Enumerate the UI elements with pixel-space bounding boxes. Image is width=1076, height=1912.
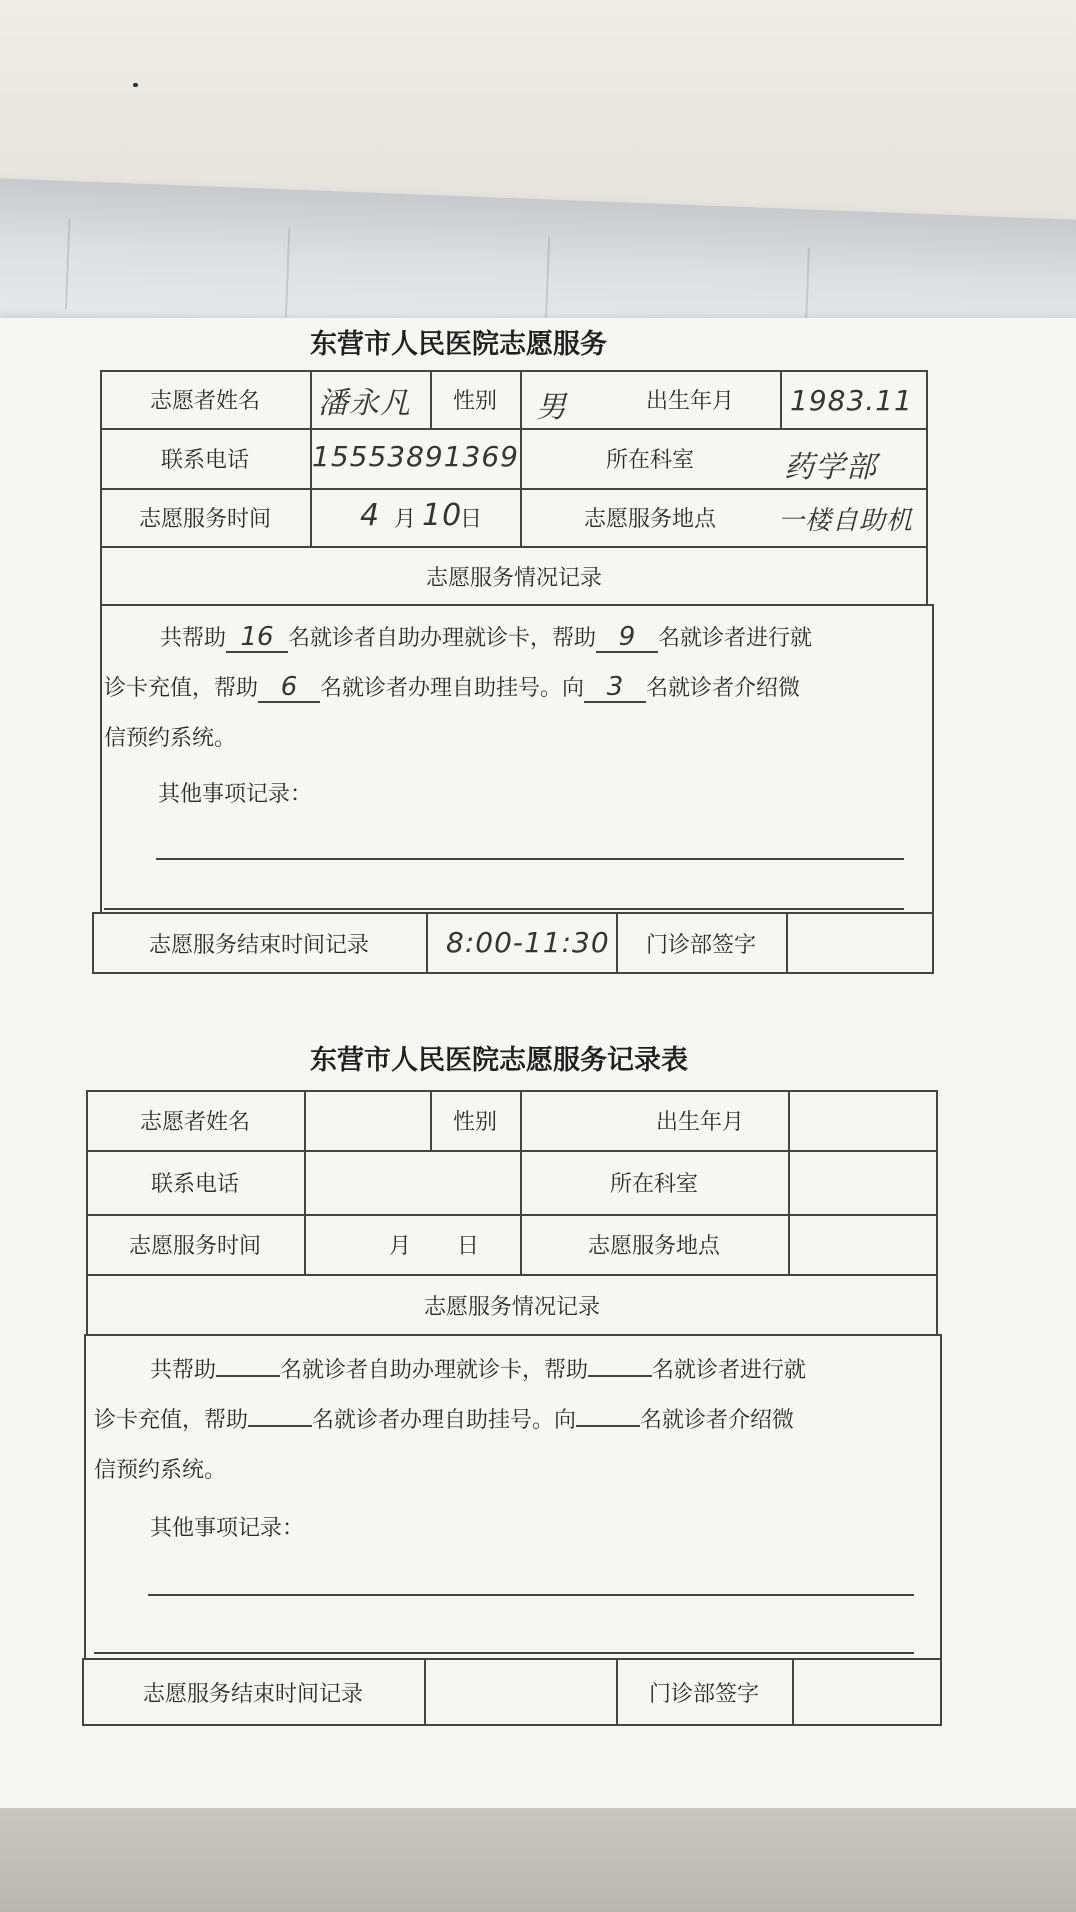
record-line-1: 共帮助 名就诊者自助办理就诊卡，帮助 名就诊者进行就 — [150, 1358, 807, 1383]
help-cards-blank — [216, 1375, 280, 1377]
form2-title: 东营市人民医院志愿服务记录表 — [310, 1045, 688, 1076]
help-register-value: 6 — [258, 673, 320, 703]
notes-rule-1 — [148, 1594, 914, 1596]
day-unit: 日 — [459, 506, 482, 532]
day-unit: 日 — [456, 1233, 479, 1259]
form1-title: 东营市人民医院志愿服务 — [310, 329, 607, 360]
gender-label: 性别 — [452, 388, 497, 414]
end-time-label: 志愿服务结束时间记录 — [142, 1681, 363, 1707]
service-day-handwritten: 10 — [422, 498, 463, 533]
other-notes-label: 其他事项记录： — [150, 1516, 305, 1541]
record-line-3: 信预约系统。 — [104, 726, 237, 751]
record-line-1: 共帮助 16 名就诊者自助办理就诊卡，帮助 9 名就诊者进行就 — [160, 622, 813, 652]
record-line-2: 诊卡充值，帮助 6 名就诊者办理自助挂号。向 3 名就诊者介绍微 — [104, 672, 801, 702]
gender-handwritten: 男 — [536, 390, 567, 425]
service-month-handwritten: 4 — [360, 498, 381, 533]
notes-rule-2 — [104, 908, 904, 910]
record-line-2: 诊卡充值，帮助 名就诊者办理自助挂号。向 名就诊者介绍微 — [94, 1408, 795, 1433]
end-time-handwritten: 8:00-11:30 — [446, 926, 610, 959]
month-unit: 月 — [388, 1233, 411, 1259]
record-header: 志愿服务情况记录 — [423, 1294, 600, 1320]
notes-rule-1 — [156, 858, 904, 860]
signature-label: 门诊部签字 — [648, 1681, 759, 1707]
service-place-label: 志愿服务地点 — [583, 506, 716, 532]
help-cards-value: 16 — [226, 623, 288, 653]
dept-handwritten: 药学部 — [784, 450, 877, 485]
dept-label: 所在科室 — [609, 1171, 698, 1197]
service-place-label: 志愿服务地点 — [587, 1233, 720, 1259]
birth-label: 出生年月 — [645, 388, 734, 414]
name-label: 志愿者姓名 — [139, 1109, 250, 1135]
notes-rule-2 — [94, 1652, 914, 1654]
service-time-label: 志愿服务时间 — [138, 506, 271, 532]
help-wechat-blank — [576, 1425, 640, 1427]
phone-label: 联系电话 — [150, 1171, 239, 1197]
dept-label: 所在科室 — [605, 447, 694, 473]
help-wechat-value: 3 — [584, 673, 646, 703]
dust-speck — [133, 83, 138, 87]
record-line-3: 信预约系统。 — [94, 1458, 227, 1483]
phone-handwritten: 15553891369 — [312, 440, 519, 473]
phone-label: 联系电话 — [160, 447, 249, 473]
month-unit: 月 — [393, 506, 416, 532]
volunteer-name-handwritten: 潘永凡 — [318, 386, 411, 421]
gender-label: 性别 — [452, 1109, 497, 1135]
birth-label: 出生年月 — [655, 1109, 744, 1135]
name-label: 志愿者姓名 — [149, 388, 260, 414]
end-time-label: 志愿服务结束时间记录 — [148, 932, 369, 958]
help-register-blank — [248, 1425, 312, 1427]
service-place-handwritten: 一楼自助机 — [778, 506, 914, 536]
record-header: 志愿服务情况记录 — [425, 565, 602, 591]
signature-label: 门诊部签字 — [645, 932, 756, 958]
service-time-label: 志愿服务时间 — [128, 1233, 261, 1259]
help-recharge-blank — [588, 1375, 652, 1377]
birth-handwritten: 1983.11 — [790, 384, 913, 417]
other-notes-label: 其他事项记录： — [158, 782, 313, 807]
table-surface — [0, 1808, 1076, 1912]
help-recharge-value: 9 — [596, 623, 658, 653]
